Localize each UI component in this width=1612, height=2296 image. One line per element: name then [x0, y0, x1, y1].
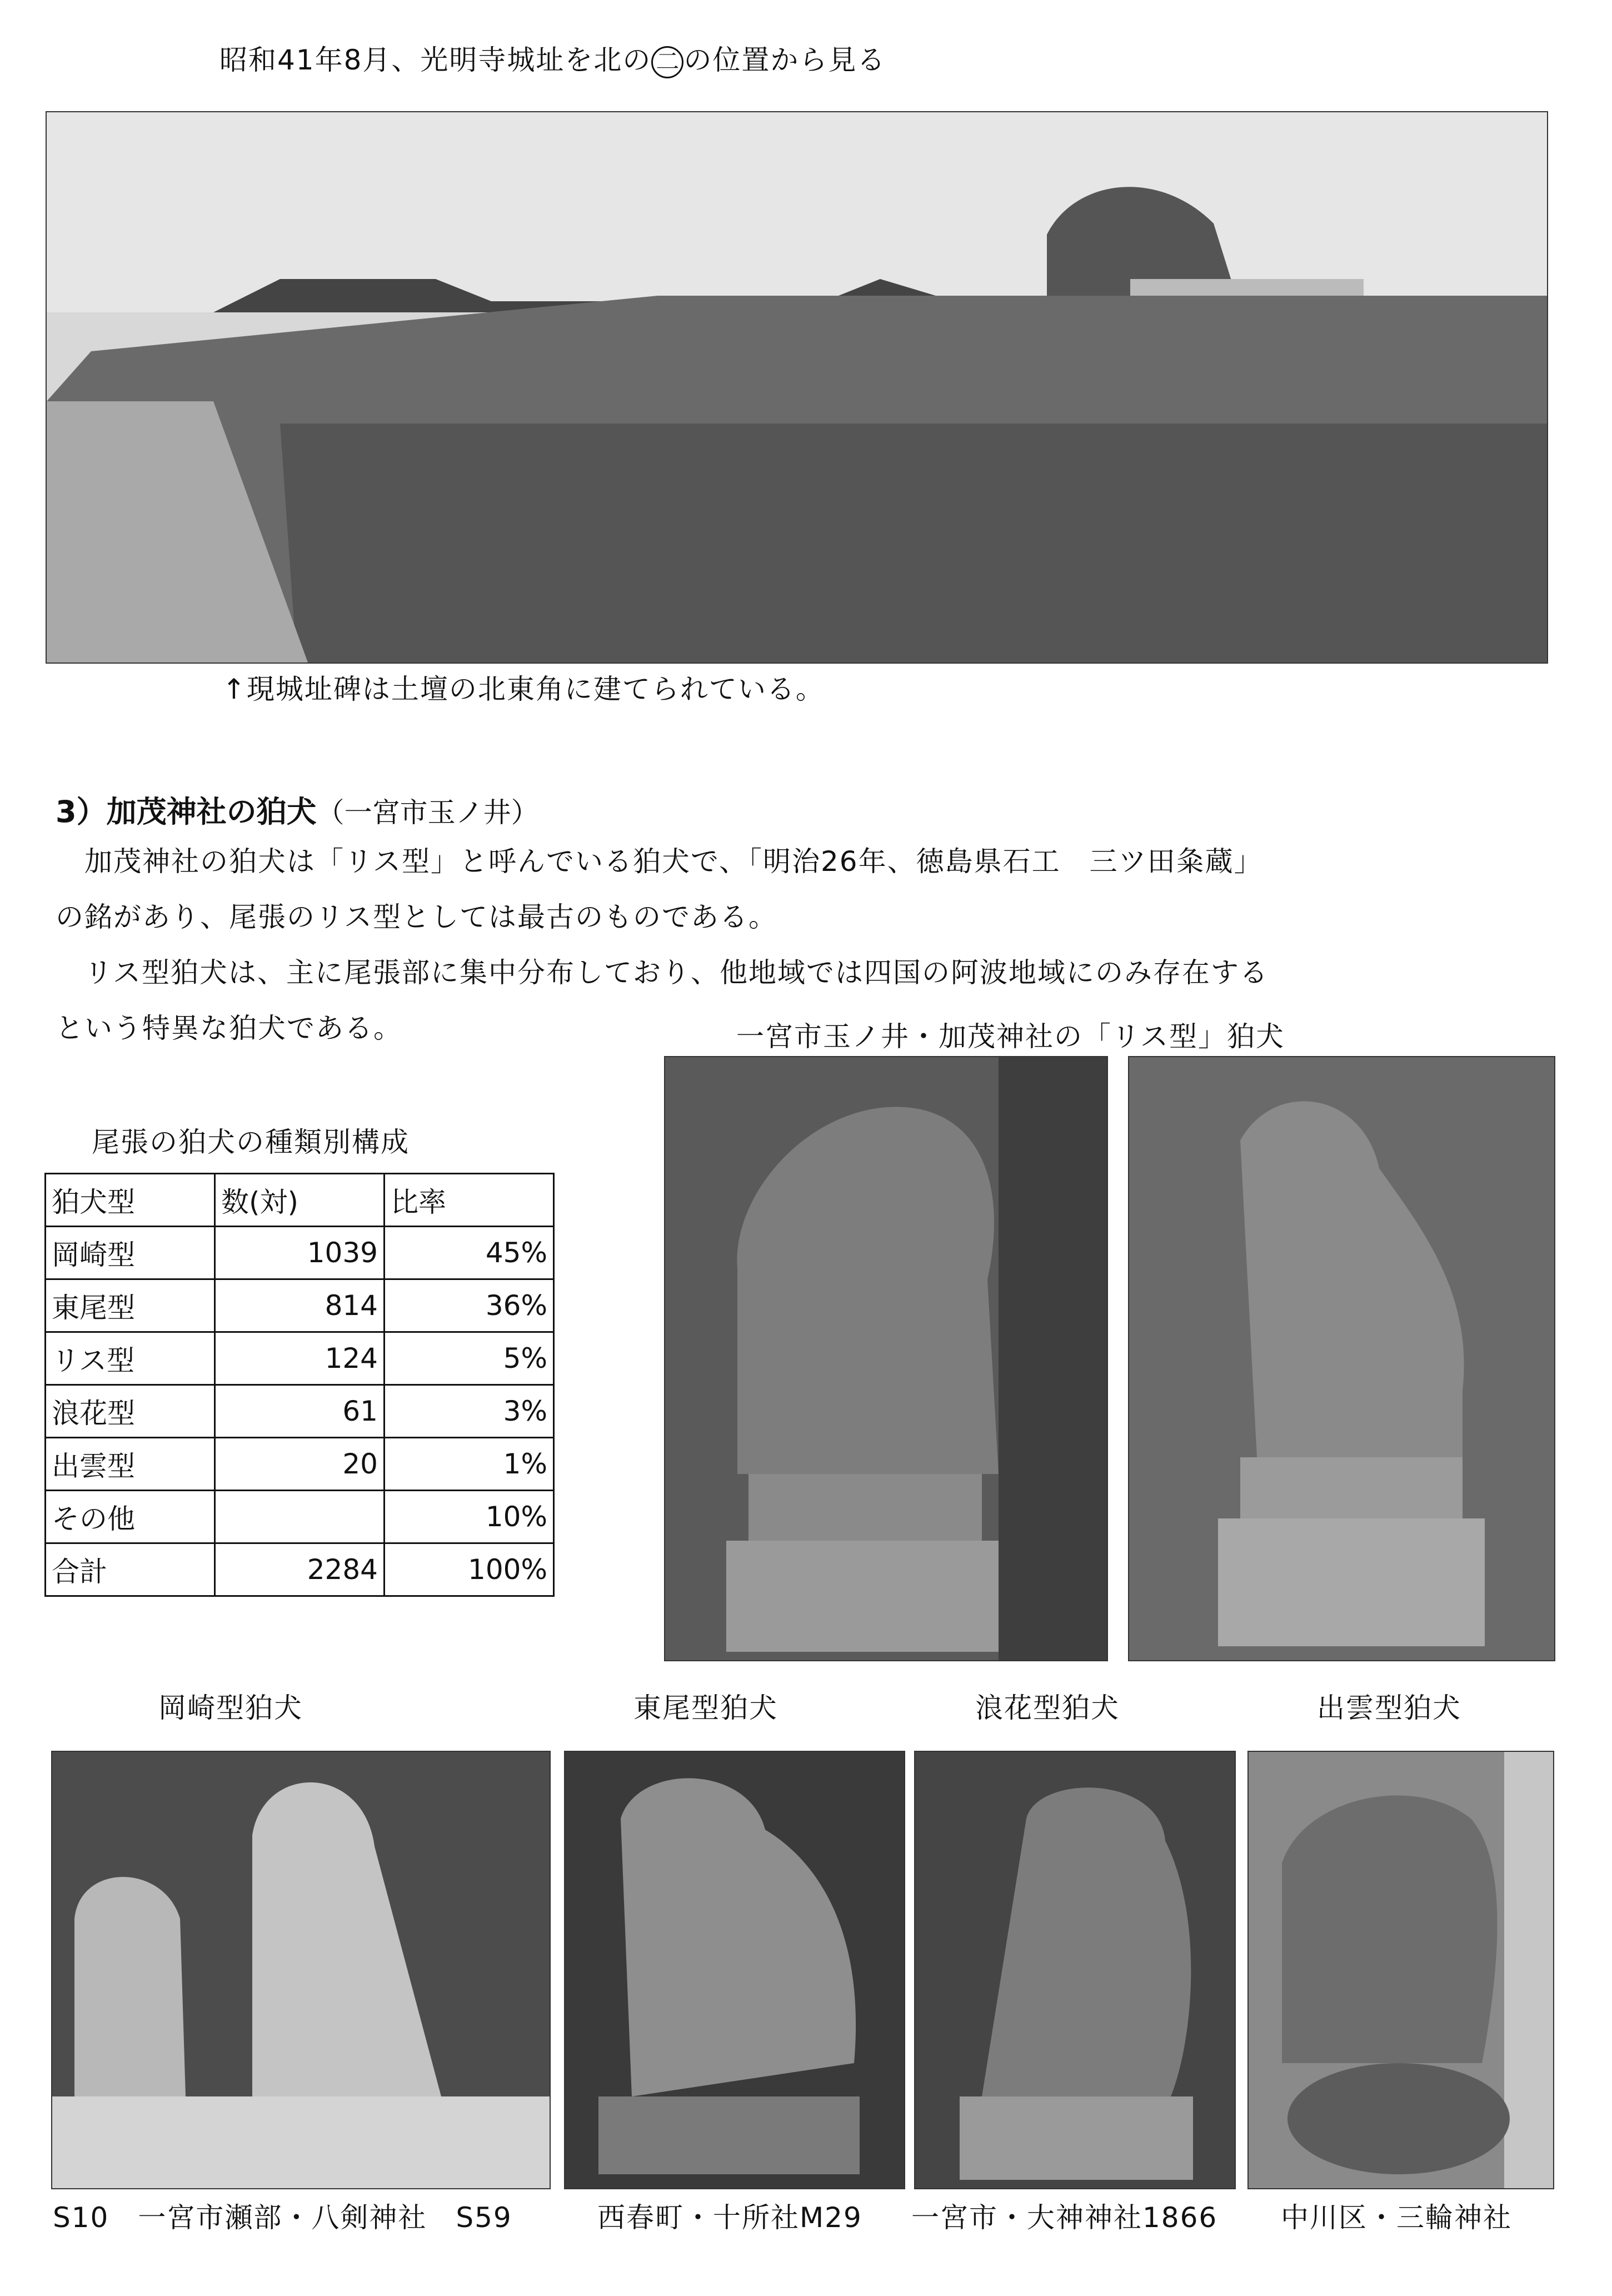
izumo-komainu-photo	[1247, 1751, 1554, 2189]
circled-number: 二	[651, 46, 683, 78]
table-row: 浪花型 61 3%	[46, 1385, 554, 1438]
section-heading: 3）加茂神社の狛犬（一宮市玉ノ井）	[56, 794, 539, 829]
toubi-komainu-photo	[564, 1751, 905, 2189]
paragraph-line: の銘があり、尾張のリス型としては最古のものである。	[56, 901, 777, 933]
table-row: リス型 124 5%	[46, 1332, 554, 1385]
paragraph-line: という特異な狛犬である。	[56, 1012, 402, 1044]
column-header: 狛犬型	[46, 1174, 215, 1227]
table-title: 尾張の狛犬の種類別構成	[92, 1126, 410, 1158]
paragraph-line: リス型狛犬は、主に尾張部に集中分布しており、他地域では四国の阿波地域にのみ存在する	[56, 957, 1269, 989]
okazaki-komainu-photo	[51, 1751, 551, 2189]
top-caption: 昭和41年8月、光明寺城址を北の 二 の位置から見る	[219, 43, 886, 78]
table-row: 岡崎型 1039 45%	[46, 1227, 554, 1279]
naniwa-komainu-photo	[914, 1751, 1236, 2189]
table-row: 出雲型 20 1%	[46, 1438, 554, 1491]
photo-label: 出雲型狛犬	[1317, 1692, 1461, 1724]
photo-caption: 一宮市・大神神社1866	[911, 2202, 1218, 2234]
photo-label: 東尾型狛犬	[633, 1692, 778, 1724]
paragraph-line: 加茂神社の狛犬は「リス型」と呼んでいる狛犬で、「明治26年、徳島県石工 三ツ田粂蔵」	[56, 845, 1263, 878]
table-header-row	[46, 1174, 554, 1227]
photo-label: 浪花型狛犬	[975, 1692, 1120, 1724]
kamo-komainu-photo-right	[1128, 1056, 1555, 1661]
kamo-photos-caption: 一宮市玉ノ井・加茂神社の「リス型」狛犬	[736, 1020, 1285, 1053]
table-row: その他 10%	[46, 1491, 554, 1543]
kamo-komainu-photo-left	[664, 1056, 1108, 1661]
column-header: 数(対)	[215, 1174, 385, 1227]
photo-caption: 西春町・十所社M29	[597, 2202, 862, 2234]
photo-label: 岡崎型狛犬	[158, 1692, 303, 1724]
castle-site-landscape-photo	[46, 111, 1548, 664]
photo-caption: 中川区・三輪神社	[1281, 2202, 1512, 2234]
photo-caption: S10 一宮市瀬部・八剣神社 S59	[53, 2202, 512, 2234]
photo-caption: ↑現城址碑は土壇の北東角に建てられている。	[222, 673, 825, 705]
column-header: 比率	[385, 1174, 554, 1227]
table-row: 合計 2284 100%	[46, 1543, 554, 1596]
table-row: 東尾型 814 36%	[46, 1279, 554, 1332]
komainu-type-table	[44, 1173, 555, 1597]
